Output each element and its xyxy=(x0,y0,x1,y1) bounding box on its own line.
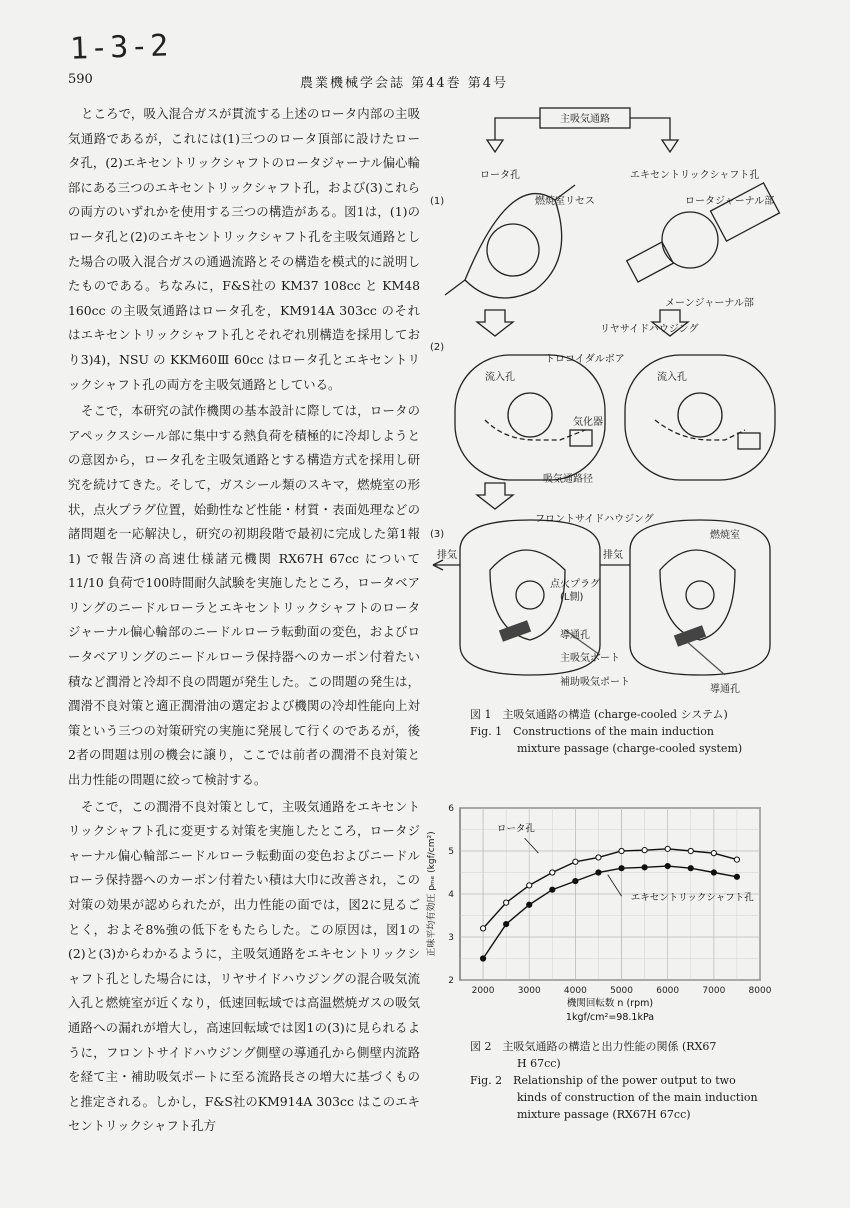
data-point xyxy=(642,848,647,853)
fig1-front-housing: フロントサイドハウジング xyxy=(535,514,654,525)
fig1-row-2: (2) xyxy=(430,342,445,353)
data-point xyxy=(480,926,485,931)
data-point xyxy=(711,851,716,856)
handwritten-number: 1-3-2 xyxy=(69,28,171,67)
fig1-inflow-right: 流入孔 xyxy=(657,372,687,383)
data-point xyxy=(665,863,670,868)
fig1-caption-en-1: Fig. 1 Constructions of the main induction xyxy=(470,725,714,738)
body-text xyxy=(68,102,420,1139)
fig1-ecc-hole: エキセントリックシャフト孔 xyxy=(630,170,760,181)
y-tick-label: 2 xyxy=(448,976,454,986)
figure-1-diagram xyxy=(425,100,805,700)
fig2-caption xyxy=(470,1038,758,1123)
fig1-top-label: 主吸気通路 xyxy=(560,114,610,125)
fig1-caption-jp: 図 1 主吸気通路の構造 (charge-cooled システム) xyxy=(470,708,728,721)
fig2-caption-en-3: mixture passage (RX67H 67cc) xyxy=(517,1108,691,1121)
data-point xyxy=(596,855,601,860)
data-point xyxy=(711,870,716,875)
data-point xyxy=(573,879,578,884)
series-line-2 xyxy=(483,866,737,958)
figure-2-chart xyxy=(420,800,780,1040)
fig1-carburetor: 気化器 xyxy=(573,417,603,428)
data-point xyxy=(619,866,624,871)
fig1-caption xyxy=(470,706,742,757)
fig1-row-1: (1) xyxy=(430,196,445,207)
x-tick-label: 6000 xyxy=(656,986,680,996)
data-point xyxy=(504,922,509,927)
x-tick-label: 2000 xyxy=(471,986,495,996)
x-tick-label: 3000 xyxy=(517,986,541,996)
fig1-trochoid-bore: トロコイダルボア xyxy=(545,354,625,365)
data-point xyxy=(619,848,624,853)
fig2-caption-en-2: kinds of construction of the main induction xyxy=(517,1091,758,1104)
y-axis-label: 正味平均有効圧 pₘₑ (kgf/cm²) xyxy=(427,831,437,957)
data-point xyxy=(550,870,555,875)
fig1-passage-hole-right: 導通孔 xyxy=(710,684,740,695)
data-point xyxy=(688,848,693,853)
data-point xyxy=(527,883,532,888)
series-label-rotor-hole: ロータ孔 xyxy=(496,823,535,835)
fig1-aux-port: 補助吸気ポート xyxy=(560,677,630,688)
x-axis-label: 機関回転数 n (rpm) xyxy=(566,998,654,1009)
fig1-passage-hole-left: 導通孔 xyxy=(560,630,590,641)
data-point xyxy=(596,870,601,875)
data-point xyxy=(734,874,739,879)
x-tick-label: 4000 xyxy=(563,986,587,996)
fig2-caption-jp-1: 図 2 主吸気通路の構造と出力性能の関係 (RX67 xyxy=(470,1040,717,1053)
data-point xyxy=(504,900,509,905)
x-tick-label: 7000 xyxy=(702,986,726,996)
paragraph-2: そこで，本研究の試作機関の基本設計に際しては，ロータのアペックスシール部に集中する熱負荷を積極的に冷却しようとの意図から，ロータ孔を主吸気通路とする構造方式を採用し研究を続けてきた。そして，ガスシール類のスキマ，燃焼室の形状，点火プラグ位置，始動性など性能・材質・表面処理などの諸問題を一応解決し，研究の初期段階で最初に完成した第1報1) で報告済の高速仕様諸元機関 RX67H 67cc について 11/10 負荷で100時間耐久試験を実施したところ，ロータベアリングのニードルローラとエキセントリックシャフトのロータジャーナル偏心輪部のニードルローラ転動面の変色，およびロータベアリングのニードルローラ保持器へのカーボン付着たい積など潤滑と冷却不良の問題が発生した。この問題の発生は，潤滑不良対策と適正潤滑油の選定および機関の冷却性能向上対策という三つの対策研究の実施に発展して行くのであるが，後2者の問題は別の機会に譲り，ここでは前者の潤滑不良対策と出力性能の問題に絞って検討する。 xyxy=(68,403,420,788)
fig1-main-journal: メーンジャーナル部 xyxy=(665,298,754,309)
data-point xyxy=(688,866,693,871)
fig1-intake-diameter: 吸気通路径 xyxy=(543,474,593,485)
fig1-combustion-recess: 燃焼室リセス xyxy=(535,196,595,207)
y-tick-label: 3 xyxy=(448,933,454,943)
fig1-l-side: (L側) xyxy=(560,592,584,603)
series-line-1 xyxy=(483,849,737,929)
fig1-caption-en-2: mixture passage (charge-cooled system) xyxy=(517,742,743,755)
data-point xyxy=(734,857,739,862)
fig1-combustion-chamber: 燃焼室 xyxy=(710,530,740,541)
fig1-rotor-journal: ロータジャーナル部 xyxy=(685,196,775,207)
paragraph-1: ところで，吸入混合ガスが貫流する上述のロータ内部の主吸気通路であるが，これには(1)三つのロータ頂部に設けたロータ孔，(2)エキセントリックシャフトのロータジャーナル偏心輪部にある三つのエキセントリックシャフト孔，および(3)これらの両方のいずれかを使用する三つの構造がある。図1は，(1)のロータ孔と(2)のエキセントリックシャフト孔を主吸気通路とした場合の吸入混合ガスの通過流路とその構造を模式的に説明したものである。ちなみに，F&S社の KM37 108cc と KM48 160cc の主吸気通路はロータ孔を，KM914A 303cc のそれはエキセントリックシャフト孔とそれぞれ別構造を採用しており3)4)，NSU の KKM60Ⅲ 60cc はロータ孔とエキセントリックシャフト孔の両方を主吸気通路としている。 xyxy=(68,106,420,392)
fig1-row-3: (3) xyxy=(430,529,445,540)
fig1-spark-plug: 点火プラグ xyxy=(550,579,600,590)
data-point xyxy=(480,956,485,961)
journal-title: 農業機械学会誌 第44巻 第4号 xyxy=(300,76,509,91)
fig1-main-port: 主吸気ポート xyxy=(560,653,620,664)
fig1-inflow-left: 流入孔 xyxy=(485,372,515,383)
data-point xyxy=(573,859,578,864)
y-tick-label: 6 xyxy=(448,804,454,814)
series-label-leader xyxy=(608,875,622,897)
page-number: 590 xyxy=(68,72,93,87)
fig2-caption-en-1: Fig. 2 Relationship of the power output to two xyxy=(470,1074,736,1087)
fig1-rear-housing: リヤサイドハウジング xyxy=(600,324,699,335)
fig2-caption-jp-2: H 67cc) xyxy=(517,1057,561,1070)
fig1-exhaust-right: 排気 xyxy=(603,550,623,561)
unit-note: 1kgf/cm²=98.1kPa xyxy=(565,1012,655,1023)
fig1-rotor-hole: ロータ孔 xyxy=(480,170,520,181)
fig1-exhaust-left: 排気 xyxy=(437,550,457,561)
paragraph-3: そこで，この潤滑不良対策として，主吸気通路をエキセントリックシャフト孔に変更する対策を実施したところ，ロータジャーナル偏心輪部ニードルローラ転動面の変色およびニードルローラ保持器へのカーボン付着たい積は大巾に改善され，この対策の効果が認められたが，出力性能の面では，図2に見るごとく，およそ8%強の低下をもたらした。この原因は，図1の(2)と(3)からわかるように，主吸気通路をエキセントリックシャフト孔とした場合には，リヤサイドハウジングの混合吸気流入孔と燃焼室が近くなり，低速回転域では高温燃焼ガスの吸気通路への漏れが増大し，高速回転域では図1の(3)に見られるように，フロントサイドハウジング側壁の導通孔から側壁内流路を経て主・補助吸気ポートに至る流路長さの増大に基づくものと推定される。しかし，F&S社のKM914A 303cc はこのエキセントリックシャフト孔方 xyxy=(68,798,420,1134)
data-point xyxy=(642,865,647,870)
x-tick-label: 5000 xyxy=(610,986,633,996)
y-tick-label: 4 xyxy=(448,890,454,900)
y-tick-label: 5 xyxy=(448,847,454,857)
data-point xyxy=(665,846,670,851)
series-label-ecc-hole: エキセントリックシャフト孔 xyxy=(630,892,754,904)
x-tick-label: 8000 xyxy=(748,986,772,996)
data-point xyxy=(550,887,555,892)
data-point xyxy=(527,902,532,907)
